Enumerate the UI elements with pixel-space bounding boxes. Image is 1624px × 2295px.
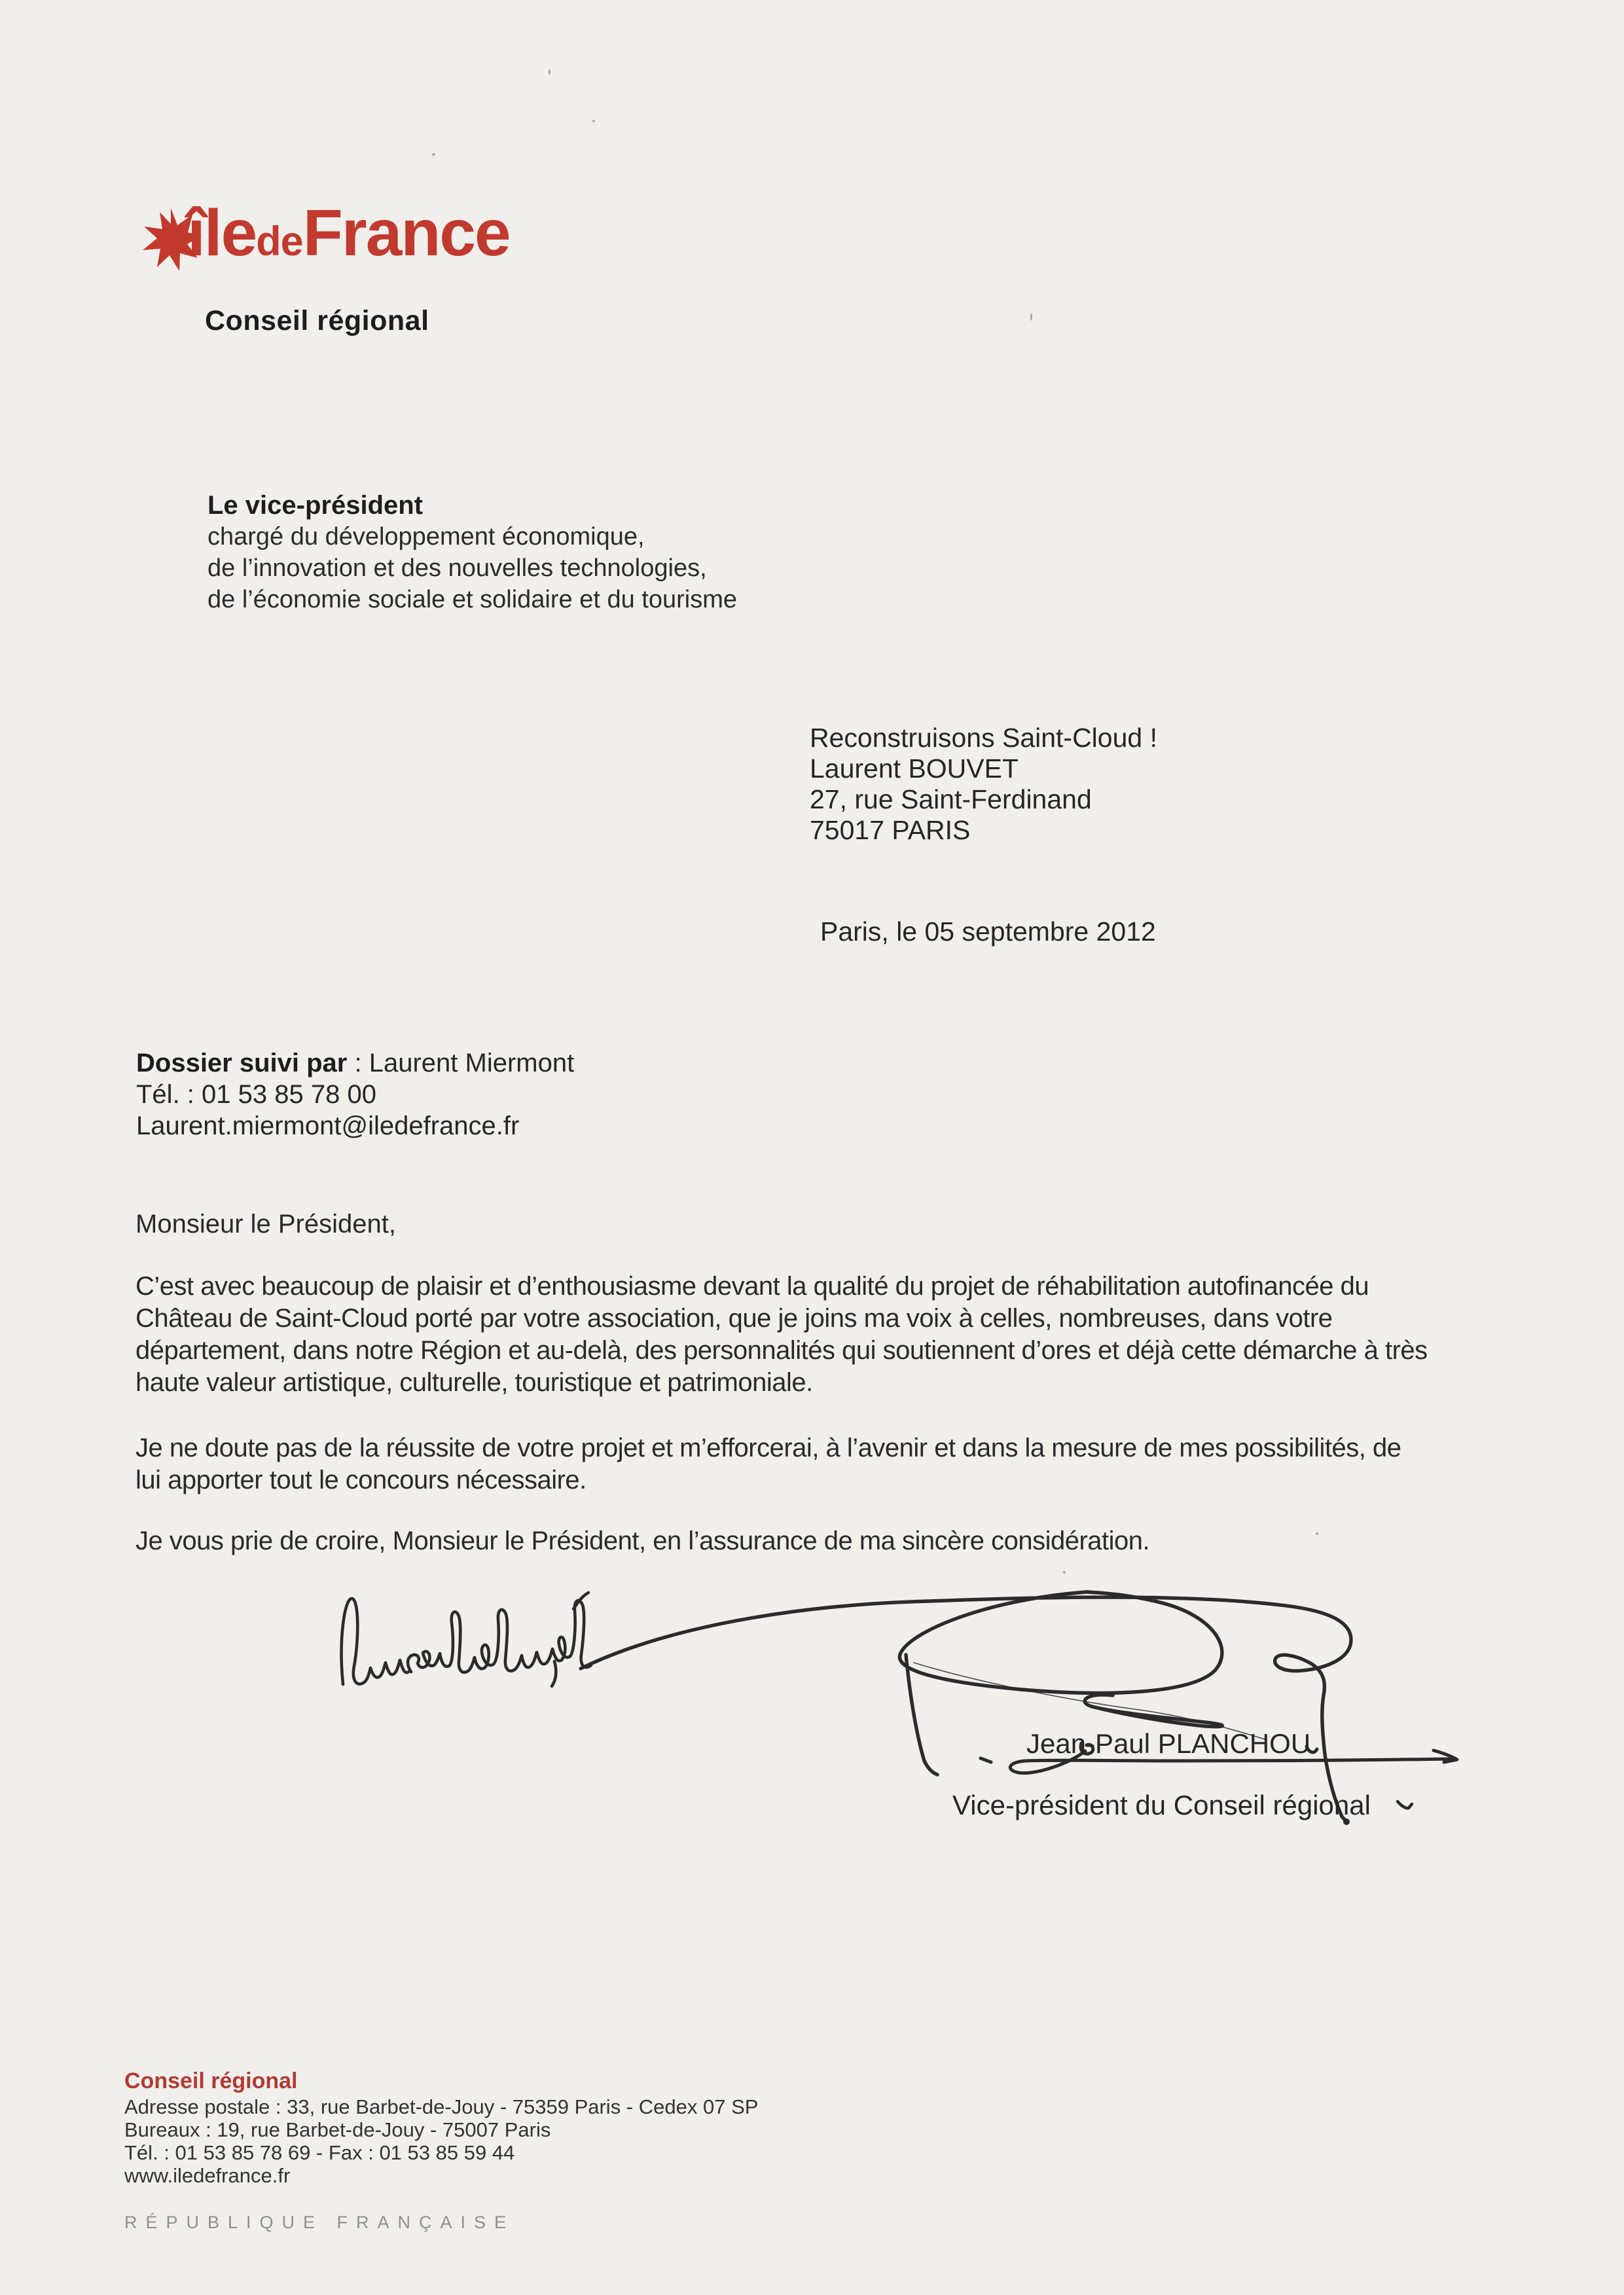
signatory-name: Jean-Paul PLANCHOU	[1026, 1728, 1311, 1759]
sender-title: Le vice-président	[208, 491, 424, 520]
recipient-line: 75017 PARIS	[810, 815, 971, 845]
paragraph-3	[135, 1525, 1149, 1557]
handler-label: Dossier suivi par	[136, 1049, 348, 1077]
scan-speck	[549, 69, 550, 75]
footer-line: Bureaux : 19, rue Barbet-de-Jouy - 75007 Paris	[124, 2118, 551, 2141]
footer-website: www.iledefrance.fr	[124, 2164, 291, 2187]
footer-address-block	[124, 2095, 758, 2187]
footer-line: Adresse postale : 33, rue Barbet-de-Jouy - 75359 Paris - Cedex 07 SP	[124, 2095, 759, 2118]
paragraph-1	[135, 1271, 1428, 1399]
scan-speck	[1063, 1571, 1066, 1574]
handwritten-closing-text	[0, 0, 1, 1]
sender-block	[208, 490, 737, 615]
logo-ile: île	[187, 196, 257, 270]
recipient-line: 27, rue Saint-Ferdinand	[810, 784, 1092, 814]
republique-francaise-label: RÉPUBLIQUE FRANÇAISE	[124, 2213, 515, 2232]
ile-de-france-logo	[187, 196, 510, 274]
logo-de: de	[256, 219, 303, 264]
case-handler-block	[136, 1047, 574, 1142]
handler-email: Laurent.miermont@iledefrance.fr	[136, 1111, 520, 1140]
paragraph-line: Je vous prie de croire, Monsieur le Président, en l’assurance de ma sincère considération.	[135, 1527, 1150, 1555]
paragraph-line: département, dans notre Région et au-delà, des personnalités qui soutiennent d’ores et déjà cette démarche à très	[135, 1336, 1428, 1365]
recipient-block	[810, 723, 1157, 846]
scan-speck	[592, 120, 595, 122]
footer-heading: Conseil régional	[124, 2069, 298, 2093]
recipient-line: Reconstruisons Saint-Cloud !	[810, 723, 1157, 753]
footer-line: Tél. : 01 53 85 78 69 - Fax : 01 53 85 59 44	[124, 2141, 515, 2164]
handler-line	[136, 1047, 574, 1079]
sender-line: de l’économie sociale et solidaire et du tourisme	[208, 586, 737, 613]
signatory-title: Vice-président du Conseil régional	[952, 1790, 1371, 1820]
sender-line: de l’innovation et des nouvelles technologies,	[208, 554, 707, 582]
date-line: Paris, le 05 septembre 2012	[820, 916, 1156, 947]
paragraph-line: Je ne doute pas de la réussite de votre projet et m’efforcerai, à l’avenir et dans la mesure de mes possibilités, de	[135, 1434, 1401, 1462]
handler-name: : Laurent Miermont	[347, 1049, 575, 1077]
paragraph-line: lui apporter tout le concours nécessaire.	[135, 1466, 586, 1494]
paragraph-line: haute valeur artistique, culturelle, touristique et patrimoniale.	[135, 1368, 813, 1397]
org-subtitle: Conseil régional	[205, 305, 429, 336]
scan-speck	[432, 153, 435, 156]
logo-france: France	[302, 196, 510, 270]
handwritten-signature	[262, 1558, 1624, 1898]
handler-phone: Tél. : 01 53 85 78 00	[136, 1080, 376, 1109]
signature-hook-mark	[1398, 1801, 1412, 1808]
handwritten-closing	[342, 1593, 591, 1686]
salutation: Monsieur le Président,	[135, 1210, 396, 1238]
recipient-line: Laurent BOUVET	[810, 753, 1019, 784]
paragraph-2	[135, 1432, 1401, 1496]
paragraph-line: C’est avec beaucoup de plaisir et d’enthousiasme devant la qualité du projet de réhabilitation autofinancée du	[135, 1272, 1369, 1301]
paragraph-line: Château de Saint-Cloud porté par votre association, que je joins ma voix à celles, nombreuses, dans votre	[135, 1304, 1333, 1333]
scan-speck	[1030, 313, 1032, 321]
scan-speck	[1316, 1532, 1318, 1535]
sender-line: chargé du développement économique,	[208, 523, 645, 551]
